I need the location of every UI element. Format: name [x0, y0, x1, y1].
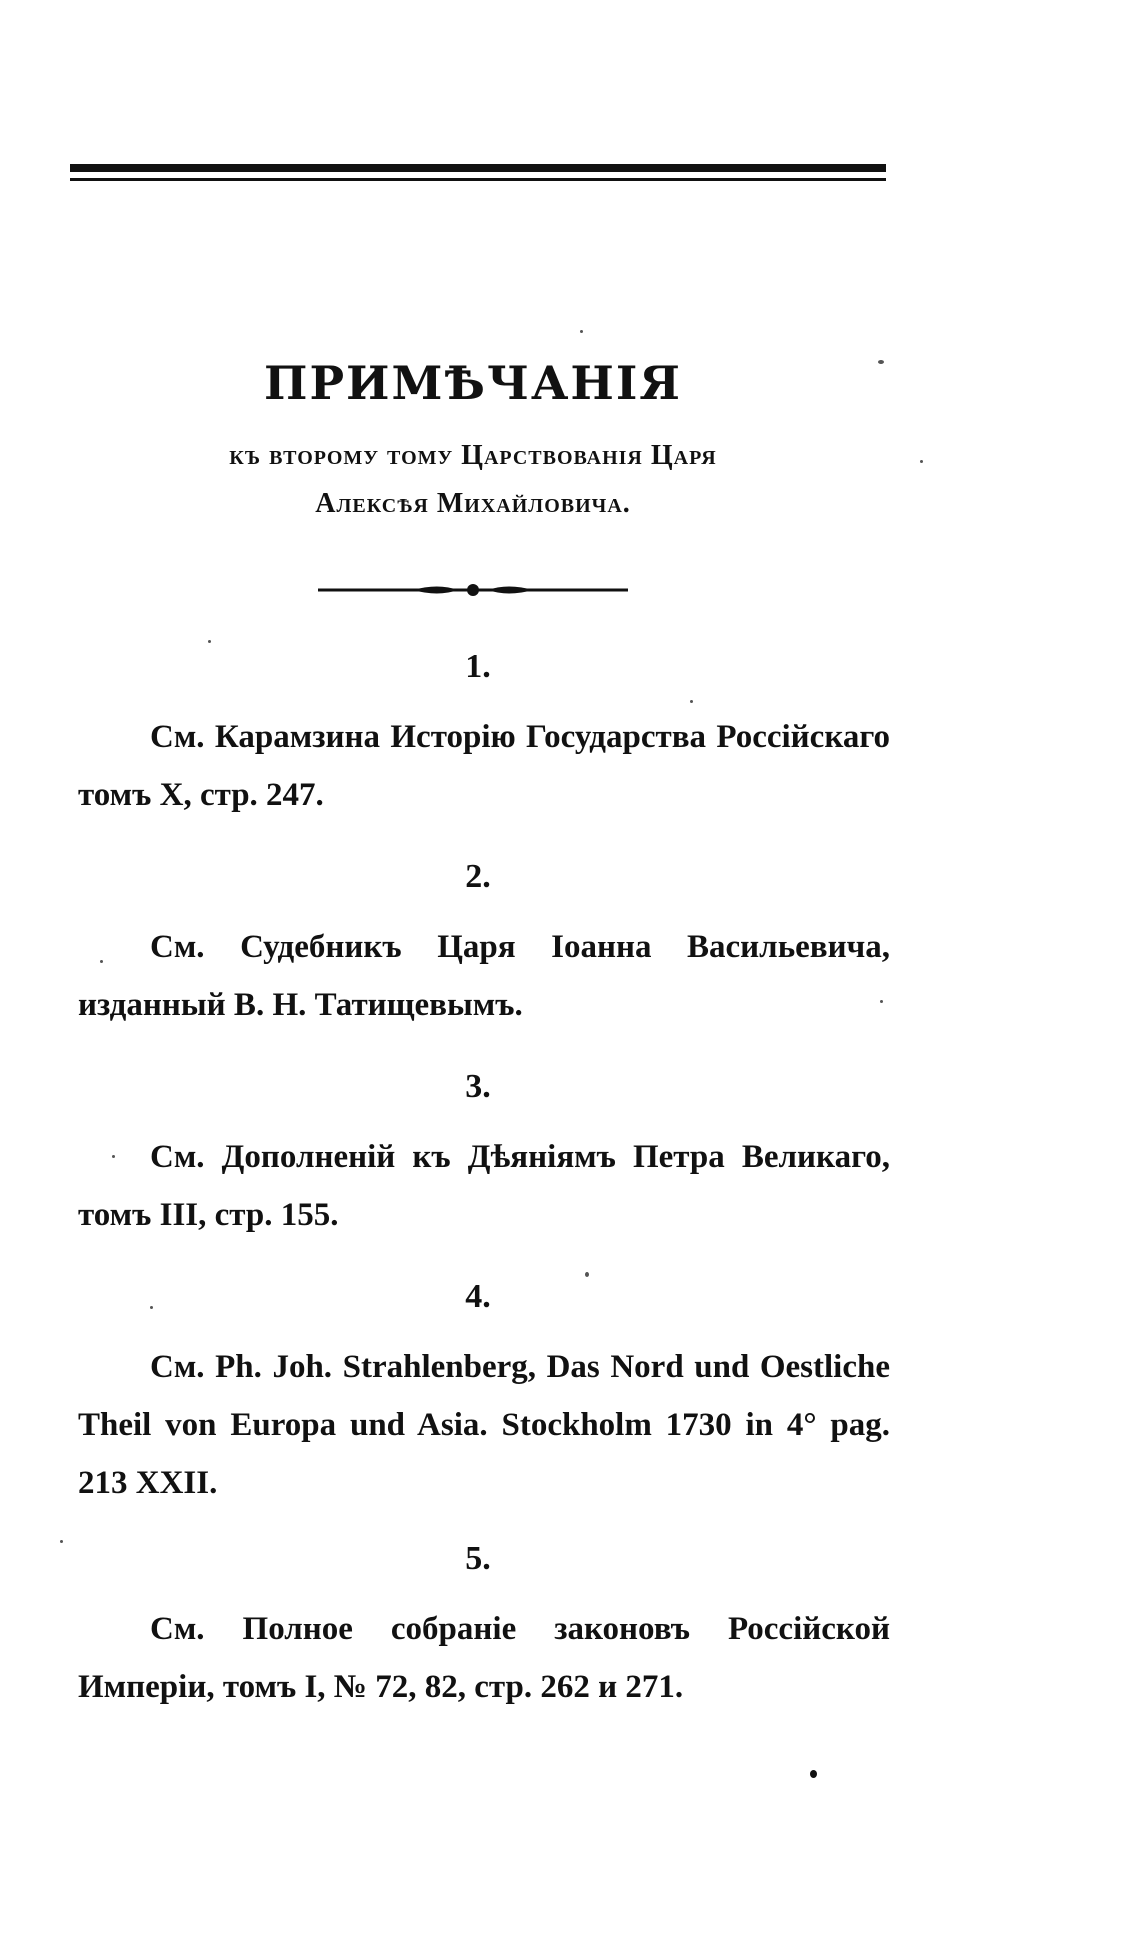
ornament-divider-icon	[318, 578, 628, 602]
scan-speck	[585, 1272, 589, 1277]
note-number-2: 2.	[465, 858, 491, 895]
scan-speck	[112, 1155, 115, 1158]
header-double-rule-thin	[70, 178, 886, 181]
note-text-5: См. Полное собраніе законовъ Россійской Имперіи, томъ I, № 72, 82, стр. 262 и 271.	[78, 1611, 890, 1705]
scan-speck	[60, 1540, 63, 1543]
scan-speck	[690, 700, 693, 703]
scan-speck	[920, 460, 923, 463]
scan-speck	[878, 360, 884, 364]
scan-speck	[580, 330, 583, 333]
note-number-1: 1.	[465, 648, 491, 685]
page-subtitle-line-2: Алексѣя Михайловича.	[315, 488, 631, 519]
note-text-1: См. Карамзина Исторію Государства Россійскаго томъ X, стр. 247.	[78, 719, 890, 813]
page-title: ПРИМѢЧАНІЯ	[264, 356, 682, 410]
note-number-4: 4.	[465, 1278, 491, 1315]
scan-speck	[810, 1770, 817, 1778]
note-text-2: См. Судебникъ Царя Іоанна Васильевича, изданный В. Н. Татищевымъ.	[78, 929, 890, 1023]
scan-speck	[100, 960, 103, 963]
scan-speck	[150, 1306, 153, 1309]
scan-speck	[208, 640, 211, 643]
header-double-rule-thick	[70, 164, 886, 172]
note-number-3: 3.	[465, 1068, 491, 1105]
note-number-5: 5.	[465, 1540, 491, 1577]
note-text-3: См. Дополненій къ Дѣяніямъ Петра Великаго, томъ III, стр. 155.	[78, 1139, 890, 1233]
scan-speck	[880, 1000, 883, 1003]
page-subtitle-line-1: къ второму тому Царствованія Царя	[229, 440, 717, 471]
note-text-4: См. Ph. Joh. Strahlenberg, Das Nord und Oestliche Theil von Europa und Asia. Stockholm 1730 in 4° pag. 213 XXII.	[78, 1349, 890, 1501]
